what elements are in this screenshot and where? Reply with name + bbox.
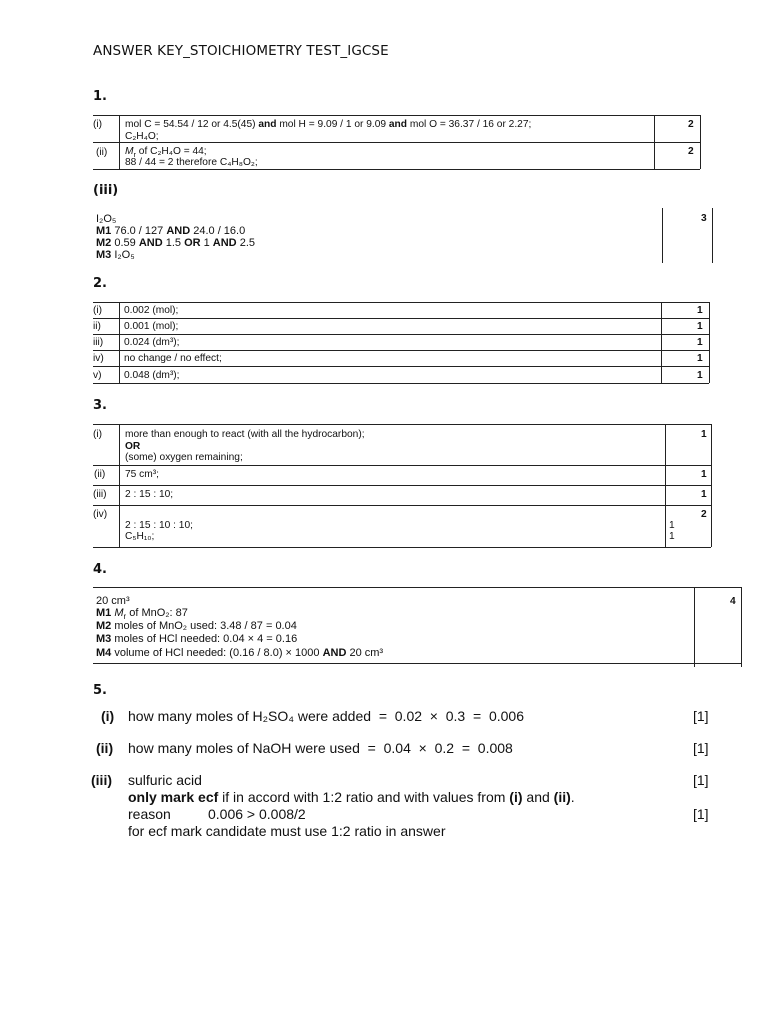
q5-i-mark: [1] <box>693 708 709 724</box>
question-3-number: 3. <box>93 398 107 413</box>
q2-row3-mark: 1 <box>697 337 703 348</box>
q3-row1-part: (i) <box>93 429 103 440</box>
q1-row2-answer-line1: $M_r$ of C₂H₄O = 44; <box>125 146 207 160</box>
q2-row1-part: (i) <box>93 305 103 316</box>
q4-mark: 4 <box>730 596 736 607</box>
q5-i-label: (i) <box>101 708 115 724</box>
q1-row1-answer-line1: mol C = 54.54 / 12 or 4.5(45) and mol H = 9.09 / 1 or 9.09 and mol O = 36.37 / 16 or 2.27; <box>125 119 532 130</box>
q2-row2-answer: 0.001 (mol); <box>124 321 179 332</box>
q3-row1-line3: (some) oxygen remaining; <box>125 452 243 463</box>
q3-row4-line2: C₅H₁₀; <box>125 531 155 542</box>
q5-ii-label: (ii) <box>96 740 114 756</box>
q2-row4-mark: 1 <box>697 353 703 364</box>
q5-iii-reason-label: reason <box>128 806 171 822</box>
q4-m2: M2 moles of MnO₂ used: 3.48 / 87 = 0.04 <box>96 620 297 632</box>
q1-row1-answer-line2: C₂H₄O; <box>125 131 159 142</box>
q2-row5-part: v) <box>93 370 102 381</box>
q3-row4-part: (iv) <box>93 509 108 520</box>
q3-row2-mark: 1 <box>701 469 707 480</box>
q2-row2-part: ii) <box>93 321 101 332</box>
q5-iii-line1-mark: [1] <box>693 772 709 788</box>
question-2-number: 2. <box>93 276 107 291</box>
q2-row1-mark: 1 <box>697 305 703 316</box>
q3-row2-part: (ii) <box>94 469 106 480</box>
q5-ii-mark: [1] <box>693 740 709 756</box>
question-1-number: 1. <box>93 89 107 104</box>
q3-row1-or: OR <box>125 441 141 452</box>
q3-row1-line1: more than enough to react (with all the hydrocarbon); <box>125 429 365 440</box>
q2-row3-part: iii) <box>93 337 104 348</box>
q1-iii-m3: M3 I₂O₅ <box>96 249 135 261</box>
question-4-number: 4. <box>93 562 107 577</box>
page-title: ANSWER KEY_STOICHIOMETRY TEST_IGCSE <box>93 43 389 59</box>
q5-iii-reason-mark: [1] <box>693 806 709 822</box>
q4-m4: M4 volume of HCl needed: (0.16 / 8.0) × 1000 AND 20 cm³ <box>96 647 384 659</box>
q1-row2-mark: 2 <box>688 146 694 157</box>
q3-row4-submark2: 1 <box>669 531 675 542</box>
q3-row4-mark: 2 <box>701 509 707 520</box>
q3-row3-mark: 1 <box>701 489 707 500</box>
q1-row2-answer-line2: 88 / 44 = 2 therefore C₄H₈O₂; <box>125 157 258 168</box>
q1-iii-m1: M1 76.0 / 127 AND 24.0 / 16.0 <box>96 225 246 237</box>
q1-iii-answer: I₂O₅ <box>96 213 117 225</box>
q5-iii-label: (iii) <box>91 772 112 788</box>
q4-m3: M3 moles of HCl needed: 0.04 × 4 = 0.16 <box>96 633 298 645</box>
q1-row1-mark: 2 <box>688 119 694 130</box>
q4-answer: 20 cm³ <box>96 595 130 607</box>
q2-row4-part: iv) <box>93 353 104 364</box>
q5-iii-line4: for ecf mark candidate must use 1:2 ratio in answer <box>128 823 446 839</box>
q5-iii-line2: only mark ecf if in accord with 1:2 ratio and with values from (i) and (ii). <box>128 789 575 805</box>
q5-i-text: how many moles of H₂SO₄ were added = 0.02 × 0.3 = 0.006 <box>128 708 524 724</box>
q3-row3-part: (iii) <box>93 489 107 500</box>
question-5-number: 5. <box>93 683 107 698</box>
q2-row5-answer: 0.048 (dm³); <box>124 370 180 381</box>
q3-row3-answer: 2 : 15 : 10; <box>125 489 174 500</box>
q1-row1-part: (i) <box>93 119 103 130</box>
q5-iii-line1: sulfuric acid <box>128 772 202 788</box>
q5-iii-reason-value: 0.006 > 0.008/2 <box>208 806 306 822</box>
q2-row3-answer: 0.024 (dm³); <box>124 337 180 348</box>
q1-part-iii-label: (iii) <box>93 183 119 198</box>
q1-iii-mark: 3 <box>701 213 707 224</box>
q4-m1: M1 $M_r$ of MnO₂: 87 <box>96 607 188 622</box>
q2-row1-answer: 0.002 (mol); <box>124 305 179 316</box>
q5-ii-text: how many moles of NaOH were used = 0.04 × 0.2 = 0.008 <box>128 740 513 756</box>
q1-row2-part: (ii) <box>96 147 108 158</box>
q3-row4-submark1: 1 <box>669 520 675 531</box>
q2-row2-mark: 1 <box>697 321 703 332</box>
q2-row5-mark: 1 <box>697 370 703 381</box>
q1-iii-m2: M2 0.59 AND 1.5 OR 1 AND 2.5 <box>96 237 255 249</box>
q3-row4-line1: 2 : 15 : 10 : 10; <box>125 520 193 531</box>
q2-row4-answer: no change / no effect; <box>124 353 222 364</box>
q3-row2-answer: 75 cm³; <box>125 469 159 480</box>
q3-row1-mark: 1 <box>701 429 707 440</box>
